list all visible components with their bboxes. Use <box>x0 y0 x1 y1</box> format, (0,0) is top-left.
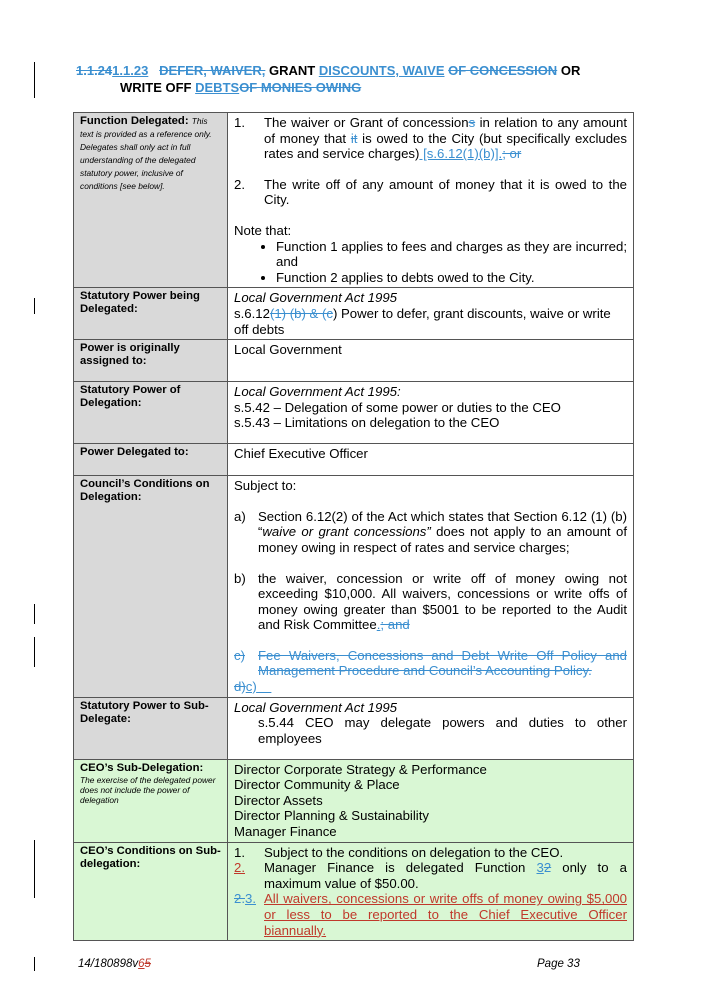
ceo-sub-delegation-note: The exercise of the delegated power does not include the power of delegation <box>80 774 216 805</box>
delegated-to-label: Power Delegated to: <box>80 446 189 459</box>
act-name: Local Government Act 1995: <box>234 384 401 400</box>
text: Subject to the conditions on delegation to the CEO. <box>264 844 564 860</box>
text: only to a maximum value of $50.00. <box>264 860 627 891</box>
item-number: a) <box>234 508 246 524</box>
change-bar <box>34 604 35 624</box>
title-discounts: DISCOUNTS, WAIVE <box>318 63 445 78</box>
inserted-text: 3. <box>245 891 256 907</box>
note-bullet: • Function 2 applies to debts owed to the City. <box>276 270 627 286</box>
text: Section 6.12(2) of the Act which states that Section 6.12 (1) (b) “ <box>258 508 627 540</box>
title-of-monies: OF MONIES OWING <box>239 80 362 95</box>
row-sub-delegate-power <box>74 697 634 759</box>
inserted-text: . <box>376 617 381 633</box>
title-of-concession: OF CONCESSION <box>448 63 558 78</box>
sub-delegate: Director Corporate Strategy & Performance <box>234 761 487 777</box>
value-cell <box>228 288 634 340</box>
function-item-1 <box>234 115 627 162</box>
text: the waiver, concession or write off of money owing not exceeding $10,000. All waivers, concessions or write offs of money owing greater than $5001 to be reported to the Audit and Risk Committee <box>258 570 627 633</box>
title-num-inserted: 1.1.23 <box>112 63 149 78</box>
ceo-sub-delegation-label: CEO’s Sub-Delegation: <box>80 761 204 774</box>
change-bar <box>34 840 35 898</box>
label-cell <box>74 288 228 340</box>
function-delegated-note: This text is provided as a reference only. Delegates shall only act in full understanding of the delegated statutory power, inclusive of conditions [see below]. <box>80 116 212 191</box>
condition-b <box>234 571 627 633</box>
title-write-off: WRITE OFF <box>120 80 192 95</box>
change-bar <box>34 298 35 314</box>
text: The waiver or Grant of concession <box>264 115 469 130</box>
note-that: Note that: <box>234 222 292 238</box>
title-grant: GRANT <box>268 63 316 78</box>
power-of-delegation-label: Statutory Power of Delegation: <box>80 384 181 410</box>
value-cell <box>228 759 634 842</box>
row-delegated-to <box>74 444 634 476</box>
subject-to: Subject to: <box>234 478 297 494</box>
text: Manager Finance is delegated Function <box>264 860 537 876</box>
row-statutory-power <box>74 288 634 340</box>
sub-delegate: Director Planning & Sustainability <box>234 808 429 824</box>
ceo-condition-2 <box>234 860 627 891</box>
label-cell <box>74 113 228 288</box>
ceo-condition-3 <box>234 891 627 938</box>
sub-delegate: Manager Finance <box>234 824 337 840</box>
inserted-text: [s.6.12(1)(b)]. <box>419 146 503 162</box>
page-number: Page 33 <box>537 958 580 970</box>
sub-delegate: Director Community & Place <box>234 777 400 793</box>
deleted-text: 2. <box>234 891 245 907</box>
title-or: OR <box>560 63 581 78</box>
value-cell <box>228 340 634 382</box>
deleted-text: s <box>468 115 476 130</box>
deleted-text: d) <box>234 679 246 695</box>
item-number: c) <box>234 647 245 663</box>
deleted-text: 2 <box>543 860 552 876</box>
deleted-text: (1) (b) & (c <box>269 305 333 321</box>
title-debts: DEBTS <box>195 80 240 95</box>
value-cell <box>228 444 634 476</box>
council-conditions-label: Council’s Conditions on Delegation: <box>80 478 210 504</box>
inserted-text: 6 <box>138 958 145 970</box>
deleted-text: it <box>350 130 358 146</box>
inserted-text: All waivers, concessions or write offs of money owing $5,000 or less to be reported to the Chief Executive Officer biannually. <box>264 891 627 938</box>
inserted-text: c) <box>245 679 257 695</box>
label-cell <box>74 476 228 698</box>
label-cell <box>74 382 228 444</box>
row-ceo-sub-delegation <box>74 759 634 842</box>
value-cell <box>228 113 634 288</box>
change-bar <box>34 637 35 667</box>
text: is owed to the City (but specifically excludes rates and service charges) <box>264 130 627 162</box>
function-item-2 <box>234 177 627 208</box>
item-number: b) <box>234 570 246 586</box>
text: 14/180898v <box>78 958 139 970</box>
label-cell <box>74 842 228 941</box>
ceo-conditions-label: CEO’s Conditions on Sub-delegation: <box>80 844 221 870</box>
inserted-text: 3 <box>536 860 544 876</box>
act-name: Local Government Act 1995 <box>234 699 397 715</box>
item-number: 1. <box>234 844 245 860</box>
label-cell <box>74 444 228 476</box>
originally-assigned-label: Power is originally assigned to: <box>80 342 180 368</box>
label-cell <box>74 759 228 842</box>
label-cell <box>74 697 228 759</box>
row-council-conditions <box>74 476 634 698</box>
text: The write off of any amount of money that it is owed to the City. <box>264 176 627 208</box>
condition-c <box>234 648 627 679</box>
delegation-table <box>73 112 634 941</box>
title-defer: DEFER, WAIVER, <box>159 63 266 78</box>
note-bullet: • Function 1 applies to fees and charges as they are incurred; and <box>276 239 627 270</box>
value-cell <box>228 842 634 941</box>
text: waive or grant concessions” <box>262 524 431 540</box>
function-delegated-label: Function Delegated: <box>80 115 189 127</box>
section-line: s.5.43 – Limitations on delegation to the CEO <box>234 415 500 431</box>
item-number: 2. <box>234 176 245 192</box>
delegated-to-value: Chief Executive Officer <box>234 446 368 462</box>
text: in relation to any amount of money that <box>264 115 627 146</box>
label-cell <box>74 340 228 382</box>
statutory-power-label: Statutory Power being Delegated: <box>80 290 200 316</box>
title-num-deleted: 1.1.24 <box>76 63 113 78</box>
sub-delegate: Director Assets <box>234 792 323 808</box>
deleted-text: Fee Waivers, Concessions and Debt Write Off Policy and Management Procedure and Council’s Accounting Policy. <box>258 647 627 679</box>
deleted-text: ; and <box>380 617 410 633</box>
deleted-text: 5 <box>144 958 151 970</box>
row-ceo-conditions <box>74 842 634 941</box>
row-power-of-delegation <box>74 382 634 444</box>
ceo-condition-1 <box>234 845 627 861</box>
act-name: Local Government Act 1995 <box>234 290 397 306</box>
item-number: 1. <box>234 115 245 130</box>
originally-assigned-value: Local Government <box>234 342 342 358</box>
text: s.6.12 <box>234 305 270 321</box>
row-originally-assigned <box>74 340 634 382</box>
value-cell <box>228 476 634 698</box>
section-line: s.5.44 CEO may delegate powers and duties to other employees <box>258 715 627 746</box>
row-function-delegated <box>74 113 634 288</box>
value-cell <box>228 697 634 759</box>
condition-a <box>234 509 627 556</box>
value-cell <box>228 382 634 444</box>
deleted-text: ; or <box>502 146 522 162</box>
sub-delegate-power-label: Statutory Power to Sub-Delegate: <box>80 699 209 725</box>
condition-d <box>234 679 627 695</box>
section-title <box>76 62 636 96</box>
doc-reference <box>78 958 151 970</box>
item-number: 2. <box>234 860 245 876</box>
change-bar <box>34 62 35 98</box>
statutory-power-text <box>234 306 627 337</box>
text: does not apply to an amount of money owing in respect of rates and service charges; <box>258 524 627 555</box>
text: ) Power to defer, grant discounts, waive or write off debts <box>234 305 611 337</box>
section-line: s.5.42 – Delegation of some power or duties to the CEO <box>234 399 561 415</box>
change-bar <box>34 957 35 971</box>
